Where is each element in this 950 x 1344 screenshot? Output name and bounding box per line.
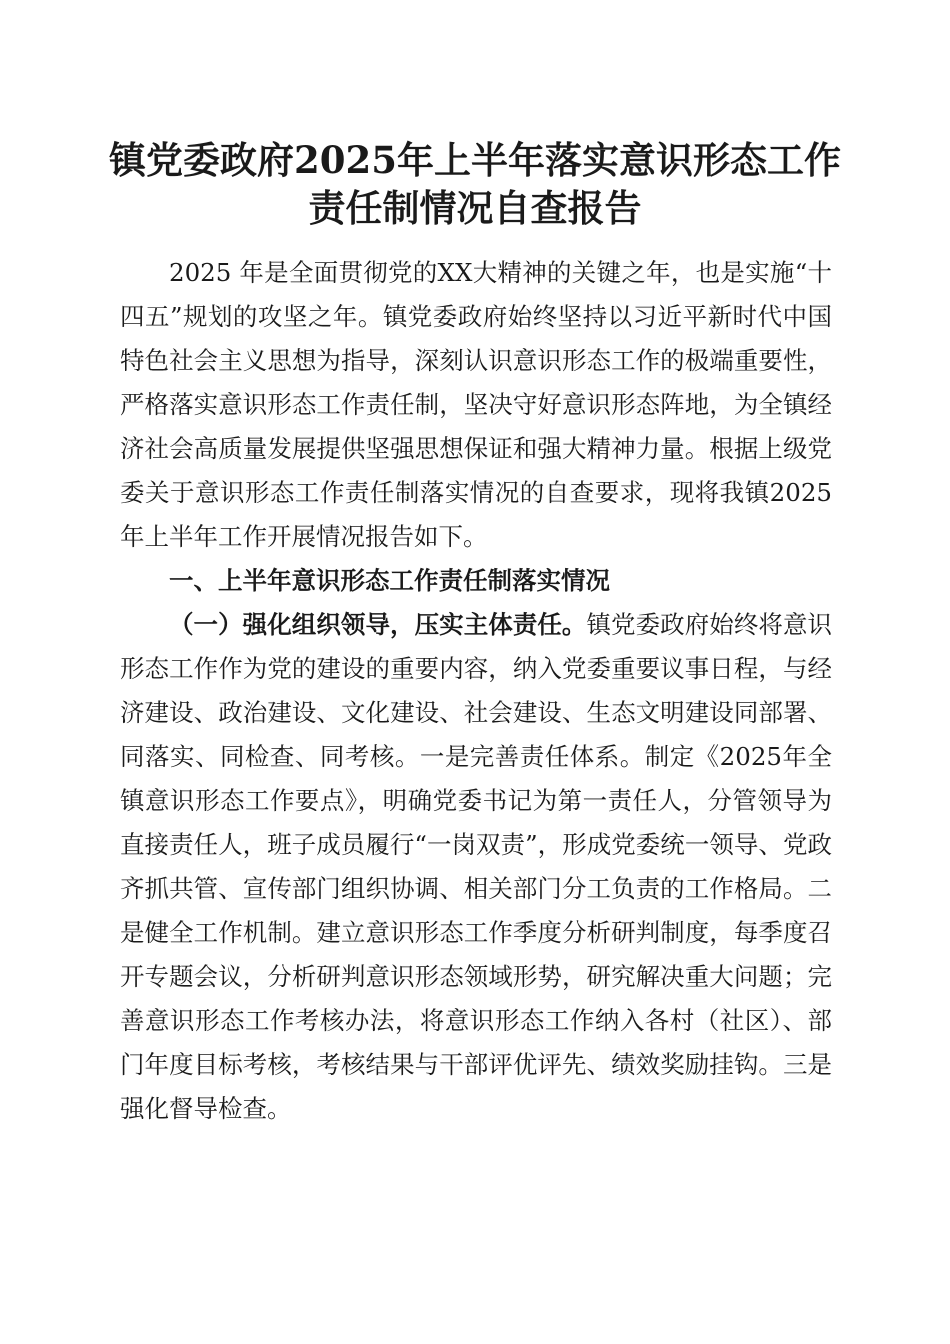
subsection-1-body: 镇党委政府始终将意识形态工作作为党的建设的重要内容，纳入党委重要议事日程，与经济建设、政治建设、文化建设、社会建设、生态文明建设同部署、同落实、同检查、同考核。一是完善责任体系。制定《2025年全镇意识形态工作要点》，明确党委书记为第一责任人，分管领导为直接责任人，班子成员履行“一岗双责”，形成党委统一领导、党政齐抓共管、宣传部门组织协调、相关部门分工负责的工作格局。二是健全工作机制。建立意识形态工作季度分析研判制度，每季度召开专题会议，分析研判意识形态领域形势，研究解决重大问题；完善意识形态工作考核办法，将意识形态工作纳入各村（社区）、部门年度目标考核，考核结果与干部评优评先、绩效奖励挂钩。三是强化督导检查。 [120, 610, 833, 1123]
document-title-line-2: 责任制情况自查报告 [308, 186, 642, 230]
subsection-1-paragraph [120, 603, 832, 1131]
document-body [120, 251, 832, 1131]
document-title-line-1: 镇党委政府2025年上半年落实意识形态工作 [109, 138, 841, 182]
section-1-heading: 一、上半年意识形态工作责任制落实情况 [169, 566, 610, 595]
subsection-1-lead: （一）强化组织领导，压实主体责任。 [169, 610, 587, 639]
intro-paragraph: 2025 年是全面贯彻党的XX大精神的关键之年，也是实施“十四五”规划的攻坚之年。镇党委政府始终坚持以习近平新时代中国特色社会主义思想为指导，深刻认识意识形态工作的极端重要性，严格落实意识形态工作责任制，坚决守好意识形态阵地，为全镇经济社会高质量发展提供坚强思想保证和强大精神力量。根据上级党委关于意识形态工作责任制落实情况的自查要求，现将我镇2025年上半年工作开展情况报告如下。 [120, 258, 832, 551]
